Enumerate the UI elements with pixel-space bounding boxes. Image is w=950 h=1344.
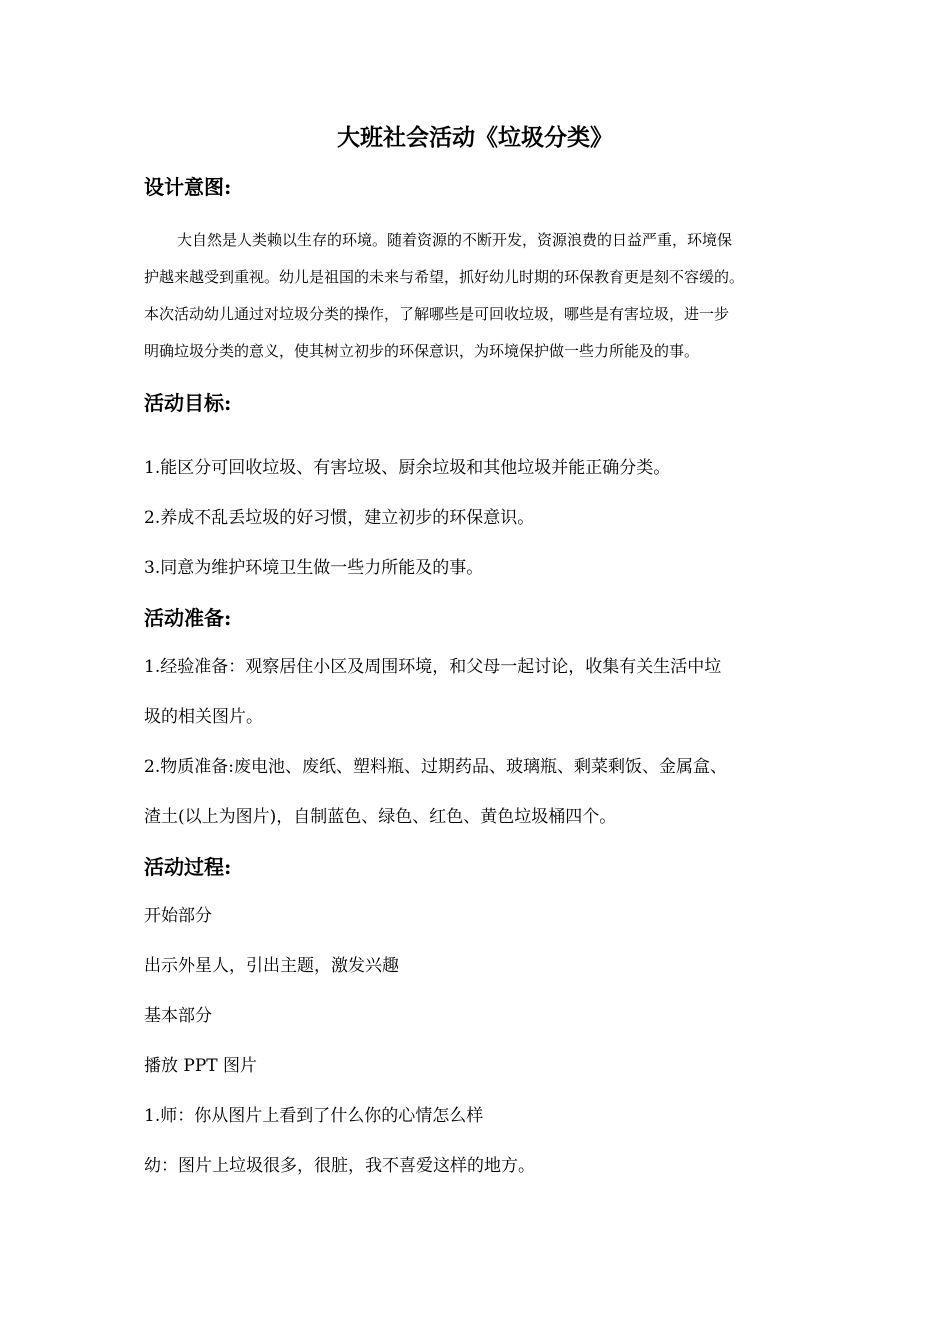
preparation-line-3: 2.物质准备:废电池、废纸、塑料瓶、过期药品、玻璃瓶、剩菜剩饭、金属盒、	[144, 757, 727, 777]
process-line-3: 基本部分	[144, 1006, 212, 1026]
preparation-line-2: 圾的相关图片。	[144, 707, 263, 727]
section-heading-process: 活动过程:	[144, 855, 232, 879]
process-line-5: 1.师：你从图片上看到了什么你的心情怎么样	[144, 1106, 484, 1126]
preparation-line-1: 1.经验准备：观察居住小区及周围环境，和父母一起讨论，收集有关生活中垃	[144, 657, 722, 677]
preparation-line-4: 渣土(以上为图片)，自制蓝色、绿色、红色、黄色垃圾桶四个。	[144, 807, 617, 827]
process-line-1: 开始部分	[144, 906, 212, 926]
process-line-2: 出示外星人，引出主题，激发兴趣	[144, 956, 399, 976]
design-intent-line-2: 护越来越受到重视。幼儿是祖国的未来与希望，抓好幼儿时期的环保教育更是刻不容缓的。	[144, 268, 745, 286]
goal-item-2: 2.养成不乱丢垃圾的好习惯，建立初步的环保意识。	[144, 508, 535, 528]
section-heading-design-intent: 设计意图:	[144, 175, 232, 199]
design-intent-line-3: 本次活动幼儿通过对垃圾分类的操作，了解哪些是可回收垃圾，哪些是有害垃圾，进一步	[144, 305, 730, 323]
design-intent-line-1: 大自然是人类赖以生存的环境。随着资源的不断开发，资源浪费的日益严重，环境保	[177, 231, 733, 249]
design-intent-line-4: 明确垃圾分类的意义，使其树立初步的环保意识，为环境保护做一些力所能及的事。	[144, 342, 700, 360]
document-title: 大班社会活动《垃圾分类》	[337, 124, 613, 151]
process-line-6: 幼：图片上垃圾很多，很脏，我不喜爱这样的地方。	[144, 1156, 535, 1176]
goal-item-3: 3.同意为维护环境卫生做一些力所能及的事。	[144, 558, 484, 578]
section-heading-goals: 活动目标:	[144, 391, 232, 415]
section-heading-preparation: 活动准备:	[144, 606, 232, 630]
goal-item-1: 1.能区分可回收垃圾、有害垃圾、厨余垃圾和其他垃圾并能正确分类。	[144, 458, 671, 478]
process-line-4: 播放 PPT 图片	[144, 1056, 258, 1076]
